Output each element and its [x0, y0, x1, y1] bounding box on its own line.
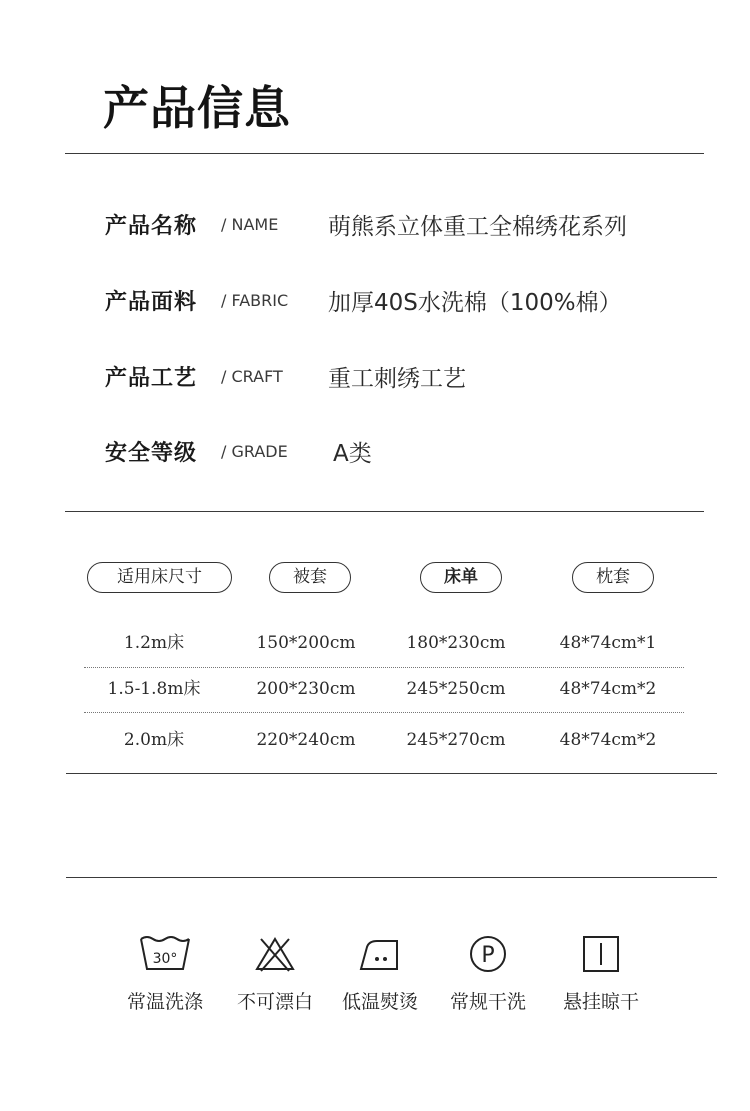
divider-top — [65, 153, 704, 154]
table-cell: 48*74cm*1 — [559, 633, 657, 653]
care-label: 悬挂晾干 — [562, 991, 639, 1013]
divider-table — [66, 773, 717, 774]
table-cell: 220*240cm — [256, 730, 356, 750]
care-item-wash — [110, 935, 220, 1014]
divider-info — [65, 511, 704, 512]
info-row-craft — [105, 355, 725, 395]
info-label: 产品面料 — [105, 290, 198, 315]
info-row-grade — [105, 430, 725, 470]
care-item-iron — [325, 935, 435, 1014]
table-cell: 48*74cm*2 — [559, 679, 657, 699]
table-cell: 1.5-1.8m床 — [107, 679, 201, 699]
row-divider — [84, 712, 684, 713]
header-pillowcase: 枕套 — [572, 562, 654, 593]
info-label-en: / CRAFT — [221, 367, 283, 386]
table-cell: 180*230cm — [406, 633, 506, 653]
info-row-name — [105, 203, 725, 243]
table-cell: 150*200cm — [256, 633, 356, 653]
header-bed-sheet: 床单 — [420, 562, 502, 593]
header-bed-size: 适用床尺寸 — [87, 562, 232, 593]
table-cell: 200*230cm — [256, 679, 356, 699]
care-label: 常温洗涤 — [126, 991, 203, 1013]
info-value: A类 — [333, 441, 372, 467]
table-cell: 48*74cm*2 — [559, 730, 657, 750]
care-item-dry-clean — [433, 935, 543, 1014]
svg-text:30°: 30° — [152, 951, 178, 967]
low-iron-icon — [357, 935, 403, 973]
table-cell: 1.2m床 — [123, 633, 185, 653]
care-label: 低温熨烫 — [341, 991, 418, 1013]
page-title: 产品信息 — [103, 81, 291, 135]
care-item-no-bleach — [220, 935, 330, 1014]
divider-care — [66, 877, 717, 878]
info-label: 产品名称 — [105, 214, 198, 239]
line-dry-icon — [581, 935, 621, 973]
info-row-fabric — [105, 279, 725, 319]
svg-text:P: P — [481, 943, 495, 968]
info-label: 产品工艺 — [105, 366, 198, 391]
dry-clean-p-icon — [466, 935, 510, 973]
care-label: 常规干洗 — [449, 991, 526, 1013]
info-label-en: / NAME — [221, 215, 279, 234]
table-cell: 245*250cm — [406, 679, 506, 699]
header-duvet-cover: 被套 — [269, 562, 351, 593]
info-value: 萌熊系立体重工全棉绣花系列 — [328, 214, 627, 240]
info-value: 重工刺绣工艺 — [328, 366, 466, 392]
info-label-en: / FABRIC — [221, 291, 289, 310]
care-item-line-dry — [546, 935, 656, 1014]
info-value: 加厚40S水洗棉（100%棉） — [328, 290, 622, 316]
no-bleach-icon — [253, 935, 297, 973]
wash-30-icon — [139, 935, 191, 973]
info-label-en: / GRADE — [221, 442, 288, 461]
info-label: 安全等级 — [105, 441, 198, 466]
table-cell: 245*270cm — [406, 730, 506, 750]
table-cell: 2.0m床 — [123, 730, 185, 750]
row-divider — [84, 667, 684, 668]
care-label: 不可漂白 — [236, 991, 313, 1013]
